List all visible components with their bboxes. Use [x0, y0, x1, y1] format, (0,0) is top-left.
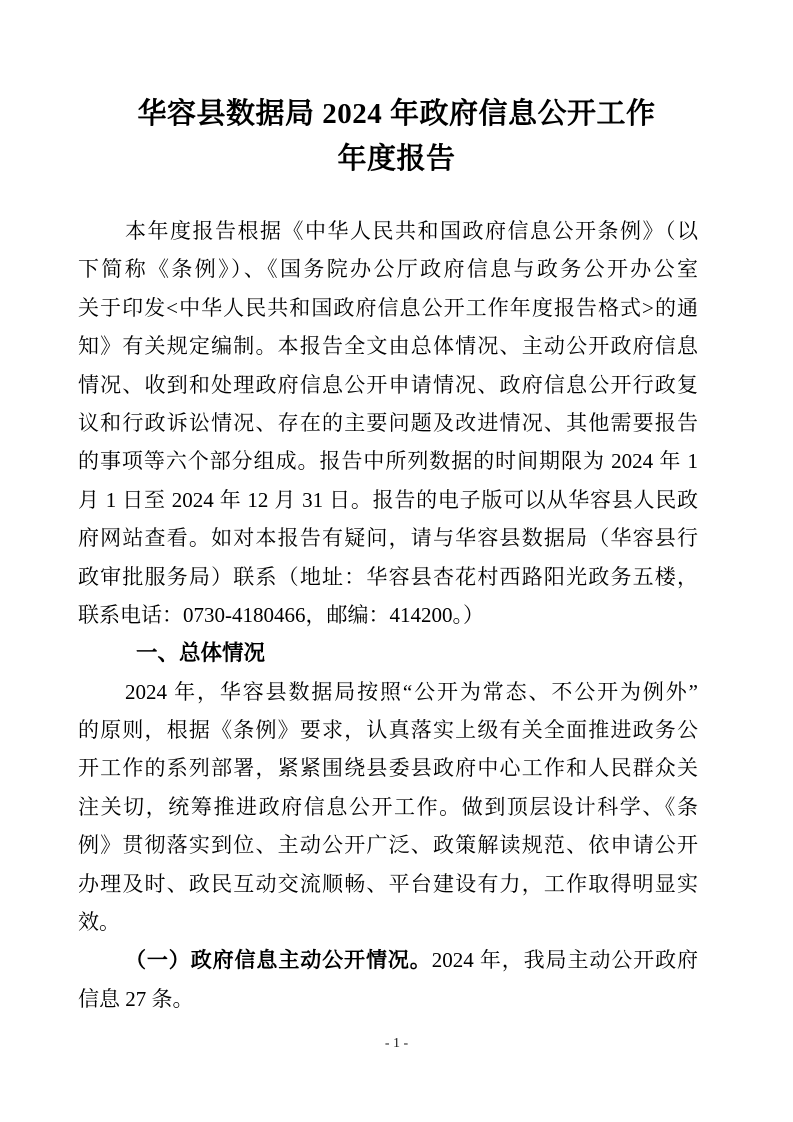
intro-paragraph-line: 关于印发<中华人民共和国政府信息公开工作年度报告格式>的通 [78, 295, 698, 320]
subsection1-paragraph-line: 信息 27 条。 [78, 986, 194, 1011]
document-title [0, 92, 793, 182]
subsection1-text: 2024 年，我局主动公开政府 [431, 948, 698, 973]
section1-paragraph-line: 开工作的系列部署，紧紧围绕县委县政府中心工作和人民群众关 [78, 756, 698, 781]
section1-paragraph-line: 注关切，统筹推进政府信息公开工作。做到顶层设计科学、《条 [78, 794, 698, 819]
subsection1-paragraph-line [78, 941, 698, 979]
section1-paragraph-line: 例》贯彻落实到位、主动公开广泛、政策解读规范、依申请公开 [78, 833, 698, 858]
intro-paragraph-line: 下简称《条例》）、《国务院办公厅政府信息与政务公开办公室 [78, 257, 698, 282]
intro-paragraph-line: 的事项等六个部分组成。报告中所列数据的时间期限为 2024 年 1 [78, 449, 698, 474]
section1-paragraph-line: 办理及时、政民互动交流顺畅、平台建设有力，工作取得明显实 [78, 871, 698, 896]
intro-paragraph-line: 本年度报告根据《中华人民共和国政府信息公开条例》（以 [125, 219, 698, 243]
document-title-line2: 年度报告 [337, 143, 456, 175]
intro-paragraph-line: 月 1 日至 2024 年 12 月 31 日。报告的电子版可以从华容县人民政 [78, 487, 698, 512]
intro-paragraph-line: 府网站查看。如对本报告有疑问，请与华容县数据局（华容县行 [78, 526, 698, 551]
page-number: - 1 - [384, 1036, 409, 1051]
subsection1-heading: （一）政府信息主动公开情况。 [125, 948, 432, 973]
intro-paragraph-line: 政审批服务局）联系（地址：华容县杏花村西路阳光政务五楼， [78, 564, 698, 589]
intro-paragraph-line: 情况、收到和处理政府信息公开申请情况、政府信息公开行政复 [78, 372, 698, 397]
intro-paragraph-line: 联系电话：0730-4180466，邮编：414200。） [78, 602, 484, 627]
section1-paragraph-line: 2024 年，华容县数据局按照“公开为常态、不公开为例外” [125, 679, 698, 704]
document-body [78, 212, 698, 1018]
section1-paragraph-line: 的原则，根据《条例》要求，认真落实上级有关全面推进政务公 [78, 718, 698, 743]
document-title-line1: 华容县数据局 2024 年政府信息公开工作 [137, 98, 656, 130]
section1-paragraph-line: 效。 [78, 910, 120, 935]
intro-paragraph-line: 知》有关规定编制。本报告全文由总体情况、主动公开政府信息 [78, 334, 698, 359]
intro-paragraph-line: 议和行政诉讼情况、存在的主要问题及改进情况、其他需要报告 [78, 410, 698, 435]
section-heading-overall-situation: 一、总体情况 [136, 641, 266, 666]
